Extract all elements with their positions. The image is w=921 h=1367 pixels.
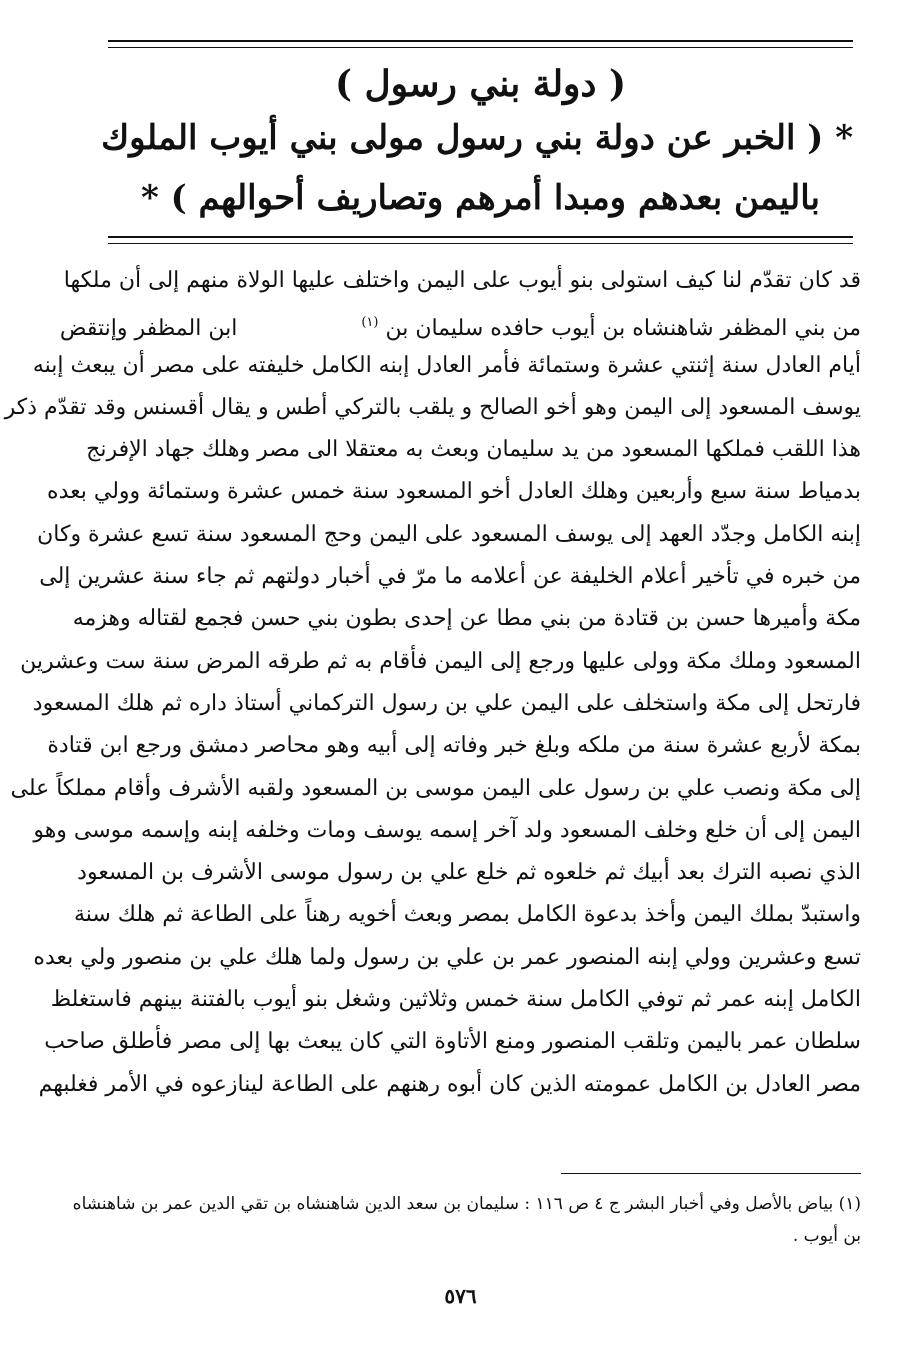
header-bottom-rule-thick xyxy=(108,236,853,238)
body-line: بدمياط سنة سبع وأربعين وهلك العادل أخو المسعود سنة خمس عشرة وستمائة وولي بعده xyxy=(47,479,861,505)
page-number: ٥٧٦ xyxy=(444,1284,477,1308)
section-title-line-2: باليمن بعدهم ومبدا أمرهم وتصاريف أحوالهم ) * xyxy=(140,178,821,218)
top-rule-thick xyxy=(108,40,853,42)
body-line: المسعود وملك مكة وولى عليها ورجع إلى اليمن فأقام به ثم طرقه المرض سنة ست وعشرين xyxy=(20,648,861,674)
body-text xyxy=(4,260,861,1106)
body-line: مصر العادل بن الكامل عمومته الذين كان أبوه رهنهم على الطاعة لينازعوه في الأمر فغلبهم xyxy=(38,1071,861,1097)
body-line: اليمن إلى أن خلع وخلف المسعود ولد آخر إسمه يوسف ومات وخلفه إبنه وإسمه موسى وهو xyxy=(33,817,861,843)
body-line-2-end: ابن المظفر وإنتقض xyxy=(59,316,238,342)
body-line: سلطان عمر باليمن وتلقب المنصور ومنع الأتاوة التي كان يبعث بها إلى مصر فأطلق صاحب xyxy=(44,1029,861,1055)
footnote-line-1: (١) بياض بالأصل وفي أخبار البشر ج ٤ ص ١١٦ : سليمان بن سعد الدين شاهنشاه بن تقي الدين عمر بن شاهنشاه xyxy=(72,1194,861,1214)
section-title-line-1: * ( الخبر عن دولة بني رسول مولى بني أيوب الملوك xyxy=(101,118,853,158)
body-line: هذا اللقب فملكها المسعود من يد سليمان وبعث به معتقلا الى مصر وهلك جهاد الإفرنج xyxy=(86,437,861,463)
footnote-line-2: بن أيوب . xyxy=(792,1226,861,1246)
chapter-title: ( دولة بني رسول ) xyxy=(334,63,627,105)
body-line xyxy=(59,302,861,344)
body-line: بمكة لأربع عشرة سنة من ملكه وبلغ خبر وفاته إلى أبيه وهو محاصر دمشق ورجع ابن قتادة xyxy=(47,733,861,759)
footnote-marker: (١) xyxy=(361,315,379,331)
body-line: الكامل إبنه عمر ثم توفي الكامل سنة خمس وثلاثين وشغل بنو أيوب بالفتنة بينهم فاستغلظ xyxy=(50,987,861,1013)
body-line: إلى مكة ونصب علي بن رسول على اليمن موسى بن المسعود ولقبه الأشرف وأقام مملكاً على xyxy=(10,775,861,801)
footnote-separator xyxy=(561,1173,861,1174)
top-rule-thin xyxy=(108,47,853,48)
body-line: يوسف المسعود إلى اليمن وهو أخو الصالح و يلقب بالتركي أطس و يقال أقسنس وقد تقدّم ذكر xyxy=(4,394,861,420)
header-bottom-rule-thin xyxy=(108,243,853,244)
body-line: الذي نصبه الترك بعد أبيك ثم خلعوه ثم خلع علي بن رسول موسى الأشرف بن المسعود xyxy=(77,860,861,886)
body-line-2-start: من بني المظفر شاهنشاه بن أيوب حافده سليمان بن xyxy=(385,316,861,342)
footnotes xyxy=(72,1188,861,1252)
body-line: تسع وعشرين وولي إبنه المنصور عمر بن علي بن رسول ولما هلك علي بن منصور ولي بعده xyxy=(33,944,861,970)
body-line: مكة وأميرها حسن بن قتادة من بني مطا عن إحدى بطون بني حسن فجمع لقتاله وهزمه xyxy=(72,606,861,632)
body-line: أيام العادل سنة إثنتي عشرة وستمائة فأمر العادل إبنه الكامل خليفته على مصر أن يبعث إبنه xyxy=(32,352,861,378)
body-line: فارتحل إلى مكة واستخلف على اليمن علي بن رسول التركماني أستاذ داره ثم هلك المسعود xyxy=(32,690,861,716)
body-line: إبنه الكامل وجدّد العهد إلى يوسف المسعود على اليمن وحج المسعود سنة تسع عشرة وكان xyxy=(37,521,861,547)
body-line: قد كان تقدّم لنا كيف استولى بنو أيوب على اليمن واختلف عليها الولاة منهم إلى أن ملكها xyxy=(63,268,861,293)
body-line: واستبدّ بملك اليمن وأخذ بدعوة الكامل بمصر وبعث أخويه رهناً على الطاعة ثم هلك سنة xyxy=(73,902,861,928)
body-line: من خبره في تأخير أعلام الخليفة عن أعلامه ما مرّ في أخبار دولتهم ثم جاء سنة عشرين إلى xyxy=(39,564,861,590)
